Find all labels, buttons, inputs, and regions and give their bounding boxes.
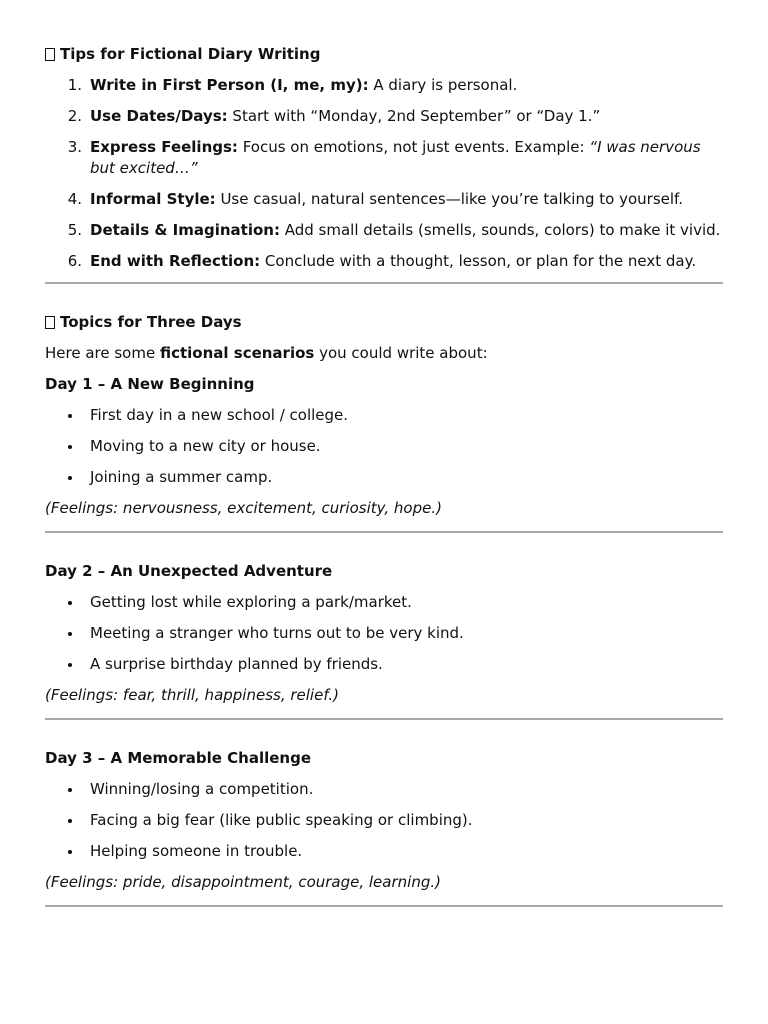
bullet-icon <box>45 405 90 426</box>
tip-body <box>90 220 723 241</box>
list-item <box>45 436 723 457</box>
tip-text: Conclude with a thought, lesson, or plan for the next day. <box>260 252 697 270</box>
section-divider <box>45 905 723 907</box>
list-item-text: A surprise birthday planned by friends. <box>90 655 383 673</box>
list-item <box>45 592 723 613</box>
tip-bold: Details & Imagination: <box>90 221 280 239</box>
tip-bold: Express Feelings: <box>90 138 238 156</box>
day-3-list <box>45 779 723 862</box>
tip-text: Use casual, natural sentences—like you’re talking to yourself. <box>215 190 683 208</box>
list-item-text: Helping someone in trouble. <box>90 842 303 860</box>
intro-text: Here are some <box>45 344 160 362</box>
bullet-icon <box>45 779 90 800</box>
list-item <box>45 405 723 426</box>
document-page <box>45 0 723 907</box>
list-item-text: Facing a big fear (like public speaking or climbing). <box>90 811 473 829</box>
tip-text: Add small details (smells, sounds, colors) to make it vivid. <box>279 221 721 239</box>
list-item-text: First day in a new school / college. <box>90 406 349 424</box>
list-item <box>45 810 723 831</box>
tip-body <box>90 106 723 127</box>
list-item-text: Winning/losing a competition. <box>90 780 314 798</box>
tip-item <box>45 189 723 210</box>
topics-heading-text: Topics for Three Days <box>60 313 242 331</box>
day-1-feelings: (Feelings: nervousness, excitement, curiosity, hope.) <box>45 499 442 517</box>
bullet-icon <box>45 654 90 675</box>
missing-glyph-icon <box>45 48 55 61</box>
intro-text-end: you could write about: <box>314 344 488 362</box>
tips-heading-text: Tips for Fictional Diary Writing <box>60 45 321 63</box>
tip-number: 1. <box>67 76 82 94</box>
tip-bold: End with Reflection: <box>90 252 261 270</box>
section-divider <box>45 282 723 284</box>
tip-bold: Use Dates/Days: <box>90 107 228 125</box>
tip-item <box>45 75 723 96</box>
list-item-text: Meeting a stranger who turns out to be very kind. <box>90 624 464 642</box>
day-2-title: Day 2 – An Unexpected Adventure <box>45 562 333 580</box>
tip-item <box>45 106 723 127</box>
topics-heading <box>45 312 723 333</box>
day-3-title: Day 3 – A Memorable Challenge <box>45 749 312 767</box>
intro-bold: fictional scenarios <box>159 344 315 362</box>
tip-text: Focus on emotions, not just events. Example: <box>237 138 590 156</box>
tip-item <box>45 220 723 241</box>
tips-heading <box>45 44 723 65</box>
tip-text: Start with “Monday, 2nd September” or “Day 1.” <box>227 107 601 125</box>
list-item-text: Joining a summer camp. <box>90 468 273 486</box>
tip-number: 3. <box>67 138 82 156</box>
bullet-icon <box>45 841 90 862</box>
day-2-list <box>45 592 723 675</box>
missing-glyph-icon <box>45 316 55 329</box>
tip-number: 5. <box>67 221 82 239</box>
list-item <box>45 623 723 644</box>
day-2-feelings: (Feelings: fear, thrill, happiness, relief.) <box>45 686 339 704</box>
list-item <box>45 779 723 800</box>
tip-number: 4. <box>67 190 82 208</box>
bullet-icon <box>45 592 90 613</box>
tip-number: 6. <box>67 252 82 270</box>
day-1-list <box>45 405 723 488</box>
bullet-icon <box>45 623 90 644</box>
tip-item <box>45 251 723 272</box>
tip-item <box>45 137 723 179</box>
tips-list <box>45 75 723 272</box>
section-divider <box>45 718 723 720</box>
bullet-icon <box>45 810 90 831</box>
tip-italic-example: “I was nervous but excited…” <box>90 138 701 177</box>
list-item <box>45 841 723 862</box>
topics-intro <box>45 343 723 364</box>
day-3-feelings: (Feelings: pride, disappointment, courage, learning.) <box>45 873 441 891</box>
tip-bold: Informal Style: <box>90 190 216 208</box>
tip-body <box>90 189 723 210</box>
day-1-title: Day 1 – A New Beginning <box>45 375 255 393</box>
tip-bold: Write in First Person (I, me, my): <box>90 76 369 94</box>
section-divider <box>45 531 723 533</box>
bullet-icon <box>45 467 90 488</box>
list-item-text: Moving to a new city or house. <box>90 437 321 455</box>
list-item <box>45 654 723 675</box>
bullet-icon <box>45 436 90 457</box>
tip-number: 2. <box>67 107 82 125</box>
tip-text: A diary is personal. <box>368 76 518 94</box>
tip-body <box>90 251 723 272</box>
tip-body <box>90 137 723 179</box>
tip-body <box>90 75 723 96</box>
list-item-text: Getting lost while exploring a park/market. <box>90 593 412 611</box>
list-item <box>45 467 723 488</box>
